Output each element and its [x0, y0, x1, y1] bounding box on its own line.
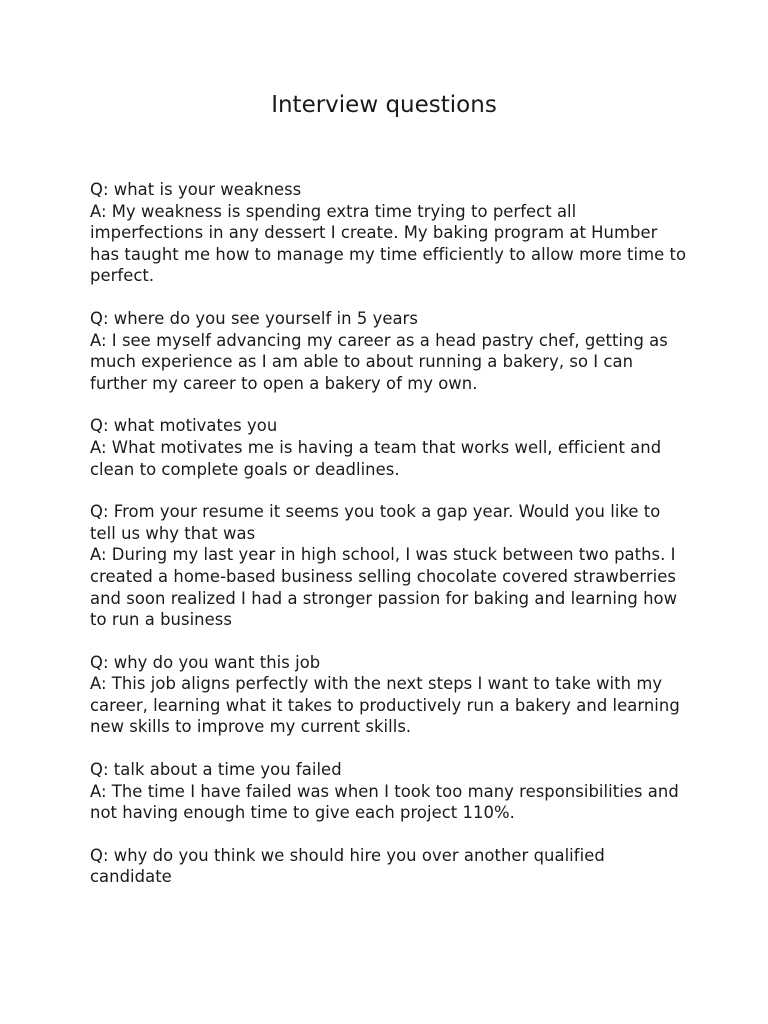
question-text: Q: what motivates you	[90, 416, 278, 436]
page-title: Interview questions	[271, 92, 497, 118]
answer-text: A: What motivates me is having a team that works well, efficient and clean to complete goals or deadlines.	[90, 437, 662, 479]
qa-item	[90, 308, 690, 394]
question-text: Q: why do you think we should hire you over another qualified candidate	[90, 845, 605, 887]
question-text: Q: what is your weakness	[90, 180, 302, 199]
question-text: Q: why do you want this job	[90, 652, 321, 672]
answer-text: A: The time I have failed was when I took too many responsibilities and not having enough time to give each project 110%.	[90, 781, 679, 823]
qa-list	[90, 179, 690, 909]
answer-text: A: During my last year in high school, I was stuck between two paths. I created a home-based business selling chocolate covered strawberries and soon realized I had a stronger passion for baking and learning how to run a business	[90, 545, 678, 630]
qa-item	[90, 845, 690, 888]
question-text: Q: where do you see yourself in 5 years	[90, 308, 418, 328]
question-text: Q: From your resume it seems you took a gap year. Would you like to tell us why that was	[90, 502, 661, 543]
question-text: Q: talk about a time you failed	[90, 760, 342, 780]
qa-item	[90, 759, 690, 824]
qa-item	[90, 415, 690, 480]
qa-item	[90, 501, 690, 631]
answer-text: A: I see myself advancing my career as a head pastry chef, getting as much experience as I am able to about running a bakery, so I can further my career to open a bakery of my own.	[90, 330, 668, 393]
qa-item	[90, 652, 690, 738]
answer-text: A: This job aligns perfectly with the next steps I want to take with my career, learning what it takes to productively run a bakery and learning new skills to improve my current skills.	[90, 674, 680, 737]
answer-text: A: My weakness is spending extra time trying to perfect all imperfections in any dessert I create. My baking program at Humber has taught me how to manage my time efficiently to allow more time to perfect.	[90, 201, 687, 286]
qa-item	[90, 179, 690, 287]
